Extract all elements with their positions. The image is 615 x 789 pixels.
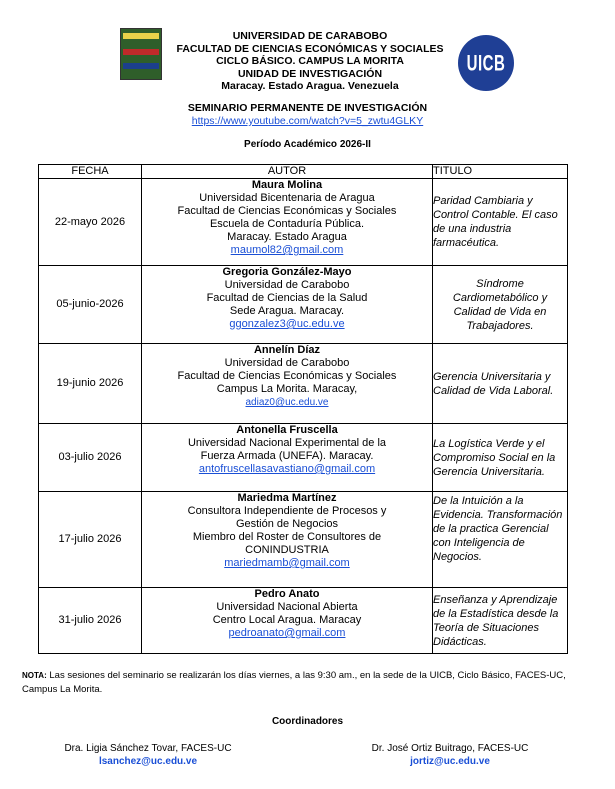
author-line: Gestión de Negocios bbox=[235, 518, 339, 530]
author-line: Universidad Nacional Abierta bbox=[216, 601, 358, 613]
author-line: Facultad de Ciencias de la Salud bbox=[206, 292, 368, 304]
author-cell bbox=[142, 588, 433, 654]
coordinator-email-link[interactable]: jortiz@uc.edu.ve bbox=[410, 756, 490, 767]
author-cell bbox=[142, 492, 433, 588]
seminar-link[interactable]: https://www.youtube.com/watch?v=5_zwtu4GLKY bbox=[191, 115, 424, 127]
author-line: Centro Local Aragua. Maracay bbox=[212, 614, 362, 626]
title-cell: Gerencia Universitaria y Calidad de Vida Laboral. bbox=[433, 344, 568, 424]
seminar-title: SEMINARIO PERMANENTE DE INVESTIGACIÓN bbox=[187, 102, 428, 114]
author-email-link[interactable]: mariedmamb@gmail.com bbox=[224, 557, 350, 569]
institution-line: CICLO BÁSICO. CAMPUS LA MORITA bbox=[216, 55, 404, 67]
title-cell: La Logística Verde y el Compromiso Social en la Gerencia Universitaria. bbox=[433, 424, 568, 492]
author-name: Gregoria González-Mayo bbox=[222, 266, 352, 278]
note-paragraph bbox=[22, 669, 597, 697]
coordinator-name: Dra. Ligia Sánchez Tovar, FACES-UC bbox=[64, 743, 232, 754]
author-cell bbox=[142, 266, 433, 344]
uicb-logo: UICB bbox=[458, 35, 514, 91]
author-email-link[interactable]: antofruscellasavastiano@gmail.com bbox=[198, 463, 376, 475]
author-line: Universidad Nacional Experimental de la bbox=[187, 437, 387, 449]
column-header-fecha: FECHA bbox=[39, 165, 142, 179]
author-line: Universidad de Carabobo bbox=[224, 357, 350, 369]
document-header bbox=[0, 0, 615, 150]
author-line: Fuerza Armada (UNEFA). Maracay. bbox=[200, 450, 374, 462]
period-label: Período Académico 2026-II bbox=[244, 139, 371, 150]
title-cell: Enseñanza y Aprendizaje de la Estadística desde la Teoría de Situaciones Didácticas. bbox=[433, 588, 568, 654]
coordinator-block bbox=[28, 742, 268, 768]
institution-block bbox=[150, 30, 470, 93]
column-header-titulo: TITULO bbox=[433, 165, 568, 179]
table-row bbox=[39, 424, 568, 492]
coordinator-name: Dr. José Ortiz Buitrago, FACES-UC bbox=[371, 743, 529, 754]
table-row bbox=[39, 179, 568, 266]
author-line: Universidad Bicentenaria de Aragua bbox=[199, 192, 375, 204]
institution-line: Maracay. Estado Aragua. Venezuela bbox=[221, 80, 399, 92]
note-label: NOTA: bbox=[22, 671, 47, 680]
table-row bbox=[39, 266, 568, 344]
table-row bbox=[39, 588, 568, 654]
author-line: Sede Aragua. Maracay. bbox=[229, 305, 345, 317]
column-header-autor: AUTOR bbox=[142, 165, 433, 179]
institution-line: UNIVERSIDAD DE CARABOBO bbox=[232, 30, 388, 42]
table-row bbox=[39, 492, 568, 588]
date-cell: 17-julio 2026 bbox=[39, 492, 142, 588]
coordinator-block bbox=[330, 742, 570, 768]
author-cell bbox=[142, 179, 433, 266]
coordinator-email-link[interactable]: lsanchez@uc.edu.ve bbox=[98, 756, 198, 767]
date-cell: 19-junio 2026 bbox=[39, 344, 142, 424]
author-name: Annelín Díaz bbox=[253, 344, 320, 356]
author-email-link[interactable]: ggonzalez3@uc.edu.ve bbox=[229, 318, 345, 330]
title-cell: Paridad Cambiaria y Control Contable. El caso de una industria farmacéutica. bbox=[433, 179, 568, 266]
author-cell bbox=[142, 424, 433, 492]
institution-line: FACULTAD DE CIENCIAS ECONÓMICAS Y SOCIALES bbox=[176, 42, 444, 55]
note-text: Las sesiones del seminario se realizarán los días viernes, a las 9:30 am., en la sede de la UICB, Ciclo Básico, FACES-UC, Campus La Morita. bbox=[22, 670, 566, 695]
author-line: Campus La Morita. Maracay, bbox=[216, 383, 358, 395]
title-cell: De la Intuición a la Evidencia. Transformación de la practica Gerencial con Inteligencia de Negocios. bbox=[433, 492, 568, 588]
author-line: Maracay. Estado Aragua bbox=[227, 231, 347, 243]
author-line: Universidad de Carabobo bbox=[224, 279, 350, 291]
author-name: Pedro Anato bbox=[254, 588, 320, 600]
author-line: CONINDUSTRIA bbox=[245, 544, 329, 556]
title-cell: Síndrome Cardiometabólico y Calidad de Vida en Trabajadores. bbox=[433, 266, 568, 344]
author-line: Facultad de Ciencias Económicas y Sociales bbox=[177, 370, 397, 382]
author-line: Miembro del Roster de Consultores de bbox=[192, 531, 382, 543]
author-name: Maura Molina bbox=[251, 179, 323, 191]
author-email-link[interactable]: maumol82@gmail.com bbox=[230, 244, 344, 256]
author-email-link[interactable]: pedroanato@gmail.com bbox=[228, 627, 346, 639]
institution-line: UNIDAD DE INVESTIGACIÓN bbox=[237, 67, 383, 80]
author-name: Mariedma Martínez bbox=[237, 492, 337, 504]
table-row bbox=[39, 344, 568, 424]
author-name: Antonella Fruscella bbox=[236, 424, 338, 436]
date-cell: 03-julio 2026 bbox=[39, 424, 142, 492]
table-header-row bbox=[39, 165, 568, 179]
author-line: Escuela de Contaduría Pública. bbox=[209, 218, 365, 230]
date-cell: 22-mayo 2026 bbox=[39, 179, 142, 266]
coordinators-title: Coordinadores bbox=[271, 716, 344, 727]
date-cell: 31-julio 2026 bbox=[39, 588, 142, 654]
author-line: Consultora Independiente de Procesos y bbox=[187, 505, 387, 517]
author-email-link[interactable]: adiaz0@uc.edu.ve bbox=[245, 397, 329, 408]
author-cell bbox=[142, 344, 433, 424]
schedule-table bbox=[38, 164, 568, 654]
date-cell: 05-junio-2026 bbox=[39, 266, 142, 344]
author-line: Facultad de Ciencias Económicas y Sociales bbox=[177, 205, 397, 217]
